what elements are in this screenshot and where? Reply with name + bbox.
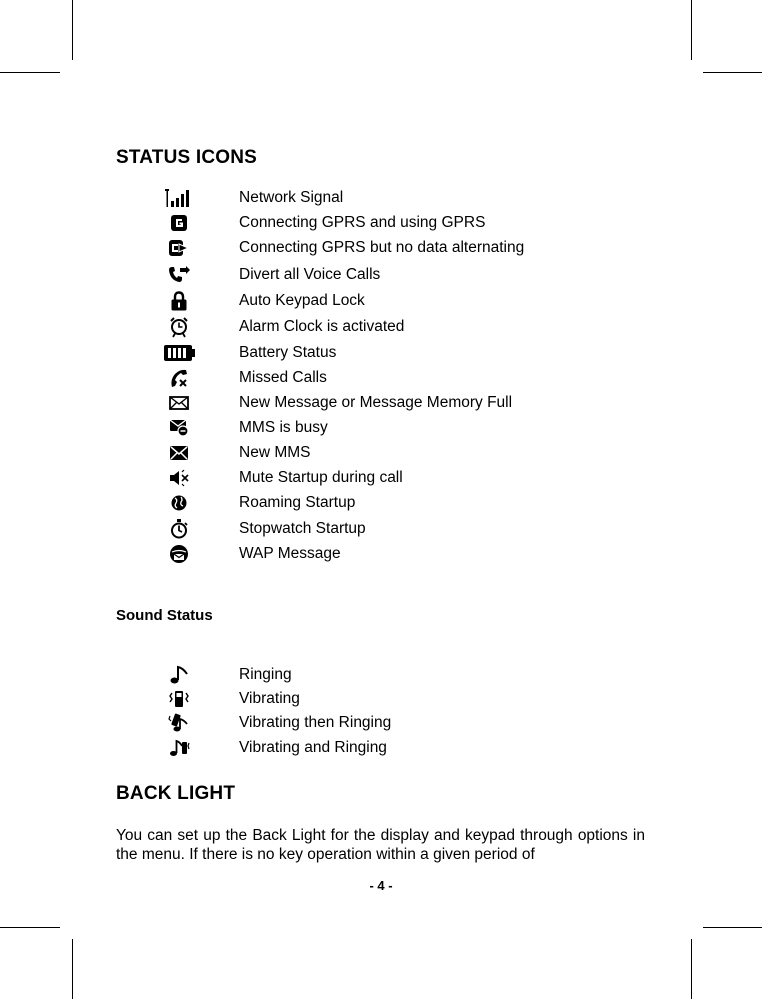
sound-status-row bbox=[0, 737, 762, 759]
status-icon-row bbox=[0, 342, 762, 364]
gprs-arrow-icon bbox=[162, 237, 196, 259]
vibrate-and-ring-icon bbox=[162, 737, 196, 759]
status-icon-row bbox=[0, 237, 762, 259]
padlock-icon bbox=[162, 290, 196, 312]
status-icon-label: Battery Status bbox=[239, 344, 337, 361]
crop-mark bbox=[72, 0, 73, 60]
status-icon-row bbox=[0, 392, 762, 414]
status-icon-label: Divert all Voice Calls bbox=[239, 266, 381, 283]
status-icon-label: MMS is busy bbox=[239, 419, 328, 436]
crop-mark bbox=[703, 927, 762, 928]
status-icon-row bbox=[0, 290, 762, 312]
status-icon-row bbox=[0, 467, 762, 489]
status-icon-label: Stopwatch Startup bbox=[239, 520, 366, 537]
status-icon-row bbox=[0, 442, 762, 464]
battery-icon bbox=[162, 342, 196, 364]
music-note-icon bbox=[162, 664, 196, 686]
status-icons-heading: STATUS ICONS bbox=[116, 147, 258, 168]
divert-call-icon bbox=[162, 264, 196, 286]
sound-status-row bbox=[0, 664, 762, 686]
sound-status-label: Ringing bbox=[239, 666, 292, 683]
sound-status-label: Vibrating bbox=[239, 690, 300, 707]
signal-bars-icon bbox=[162, 187, 196, 209]
status-icon-label: Connecting GPRS and using GPRS bbox=[239, 214, 486, 231]
status-icon-label: Roaming Startup bbox=[239, 494, 356, 511]
status-icon-row bbox=[0, 264, 762, 286]
crop-mark bbox=[691, 0, 692, 60]
mms-envelope-icon bbox=[162, 442, 196, 464]
status-icon-label: New MMS bbox=[239, 444, 311, 461]
crop-mark bbox=[703, 72, 762, 73]
gprs-g-icon bbox=[162, 212, 196, 234]
status-icon-row bbox=[0, 417, 762, 439]
status-icon-row bbox=[0, 518, 762, 540]
status-icon-label: New Message or Message Memory Full bbox=[239, 394, 513, 411]
status-icon-label: Missed Calls bbox=[239, 369, 327, 386]
mms-busy-icon bbox=[162, 417, 196, 439]
status-icon-row bbox=[0, 187, 762, 209]
crop-mark bbox=[0, 927, 60, 928]
status-icon-label: Alarm Clock is activated bbox=[239, 318, 405, 335]
status-icon-label: Mute Startup during call bbox=[239, 469, 403, 486]
status-icon-row bbox=[0, 543, 762, 565]
status-icon-label: Auto Keypad Lock bbox=[239, 292, 365, 309]
back-light-heading: BACK LIGHT bbox=[116, 783, 236, 804]
sound-status-label: Vibrating and Ringing bbox=[239, 739, 387, 756]
crop-mark bbox=[691, 939, 692, 999]
page-number: - 4 - bbox=[369, 878, 393, 893]
envelope-icon bbox=[162, 392, 196, 414]
sound-status-label: Vibrating then Ringing bbox=[239, 714, 392, 731]
status-icon-row bbox=[0, 212, 762, 234]
status-icon-label: WAP Message bbox=[239, 545, 341, 562]
alarm-clock-icon bbox=[162, 316, 196, 338]
status-icon-label: Connecting GPRS but no data alternating bbox=[239, 239, 525, 256]
status-icon-label: Network Signal bbox=[239, 189, 344, 206]
sound-status-row bbox=[0, 688, 762, 710]
mute-speaker-icon bbox=[162, 467, 196, 489]
vibrate-then-ring-icon bbox=[162, 712, 196, 734]
status-icon-row bbox=[0, 367, 762, 389]
roaming-globe-icon bbox=[162, 492, 196, 514]
status-icon-row bbox=[0, 316, 762, 338]
missed-call-icon bbox=[162, 367, 196, 389]
crop-mark bbox=[0, 72, 60, 73]
sound-status-row bbox=[0, 712, 762, 734]
wap-message-icon bbox=[162, 543, 196, 565]
crop-mark bbox=[72, 939, 73, 999]
sound-status-heading: Sound Status bbox=[116, 607, 213, 624]
back-light-paragraph: You can set up the Back Light for the display and keypad through options in the menu. If there is no key operation within a given period of bbox=[116, 827, 645, 863]
status-icon-row bbox=[0, 492, 762, 514]
stopwatch-icon bbox=[162, 518, 196, 540]
vibrate-phone-icon bbox=[162, 688, 196, 710]
